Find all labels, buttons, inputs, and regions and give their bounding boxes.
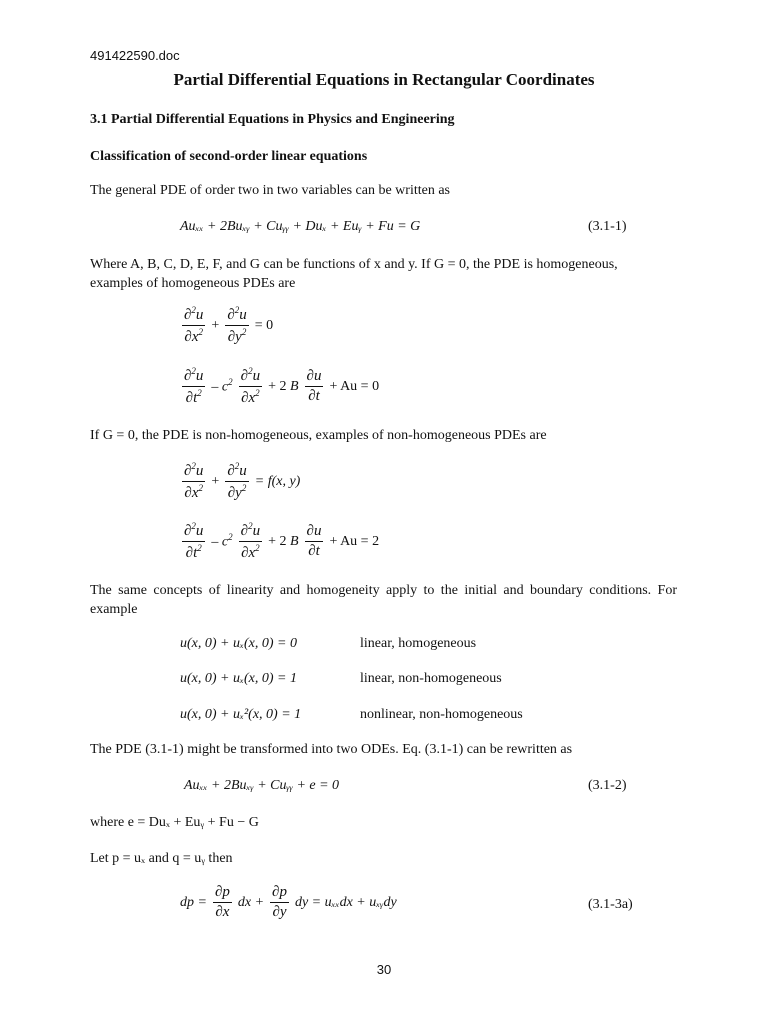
poisson-equation: $\frac{\partial^2u}{\partial x^2}$ + $\frac{\partial^2u}{\partial y^2}$ = f(x, y) [184,461,301,501]
fraction: $\frac{\partial p}{\partial y}$ [272,884,287,920]
equation-number: (3.1-1) [588,219,627,234]
fraction: $\frac{\partial^2u}{\partial y^2}$ [227,305,247,345]
condition-equation: u(x, 0) + uₓ(x, 0) = 0 [180,636,297,651]
concepts-paragraph: The same concepts of linearity and homogeneity apply to the initial and boundary conditions. For example [90,583,677,617]
equation-number: (3.1-3a) [588,897,633,912]
condition-label: linear, homogeneous [360,636,477,651]
equation-number: (3.1-2) [588,778,627,793]
telegraph-equation: $\frac{\partial^2u}{\partial t^2}$ – $c^2$ $\frac{\partial^2u}{\partial x^2}$ + 2 B $\frac{\partial u}{\partial t}$ + Au = 0 [184,366,380,406]
intro-text: The general PDE of order two in two variables can be written as [90,183,450,198]
fraction: $\frac{\partial^2u}{\partial t^2}$ [184,521,204,561]
fraction: $\frac{\partial^2u}{\partial t^2}$ [184,366,204,406]
let-text: Let p = uₓ and q = uᵧ then [90,851,233,866]
fraction: $\frac{\partial^2u}{\partial y^2}$ [227,461,247,501]
rhs-text: + Au = 0 [329,378,380,394]
dp-rhs: dy = uₓₓdx + uₓᵧdy [294,894,397,910]
condition-label: nonlinear, non-homogeneous [360,707,523,722]
fraction: $\frac{\partial p}{\partial x}$ [214,884,230,920]
transform-text: The PDE (3.1-1) might be transformed into two ODEs. Eq. (3.1-1) can be rewritten as [90,742,573,757]
page-number: 30 [376,962,392,977]
equation-3-1-1: Auₓₓ + 2Buₓᵧ + Cuᵧᵧ + Duₓ + Euᵧ + Fu = G [180,219,421,234]
section-heading: 3.1 Partial Differential Equations in Physics and Engineering [90,112,455,127]
subsection-heading: Classification of second-order linear equations [90,149,368,164]
fraction: $\frac{\partial u}{\partial t}$ [306,523,322,559]
where-paragraph [90,255,677,293]
condition-equation: u(x, 0) + uₓ²(x, 0) = 1 [180,707,302,722]
where-line-2: examples of homogeneous PDEs are [90,276,296,291]
equation-3-1-2: Auₓₓ + 2Buₓᵧ + Cuᵧᵧ + e = 0 [184,778,340,793]
condition-equation: u(x, 0) + uₓ(x, 0) = 1 [180,671,297,686]
fraction: $\frac{\partial^2u}{\partial x^2}$ [240,366,261,406]
nonhomogeneous-telegraph-equation: $\frac{\partial^2u}{\partial t^2}$ – $c^2$ $\frac{\partial^2u}{\partial x^2}$ + 2 B $\frac{\partial u}{\partial t}$ + Au = 2 [184,521,380,561]
fraction: $\frac{\partial^2u}{\partial x^2}$ [184,305,204,345]
fraction: $\frac{\partial^2u}{\partial x^2}$ [184,461,204,501]
where-line-1: Where A, B, C, D, E, F, and G can be functions of x and y. If G = 0, the PDE is homogeneous, [90,257,618,272]
fraction: $\frac{\partial u}{\partial t}$ [306,368,322,404]
rhs-text: + Au = 2 [329,533,380,549]
equation-3-1-3a: dp = $\frac{\partial p}{\partial x}$ dx + $\frac{\partial p}{\partial y}$ dy = uₓₓdx + uₓᵧdy [180,884,397,920]
page-title: Partial Differential Equations in Rectangular Coordinates [173,70,595,89]
document-id: 491422590.doc [90,48,180,63]
rhs-text: = 0 [254,317,274,333]
dp-lhs: dp = [180,894,207,910]
nonhomogeneous-intro: If G = 0, the PDE is non-homogeneous, examples of non-homogeneous PDEs are [90,428,547,443]
where-e-text: where e = Duₓ + Euᵧ + Fu − G [90,815,259,830]
rhs-text: = f(x, y) [254,473,301,489]
condition-label: linear, non-homogeneous [360,671,502,686]
laplace-equation: $\frac{\partial^2u}{\partial x^2}$ + $\frac{\partial^2u}{\partial y^2}$ = 0 [184,305,274,345]
fraction: $\frac{\partial^2u}{\partial x^2}$ [240,521,261,561]
